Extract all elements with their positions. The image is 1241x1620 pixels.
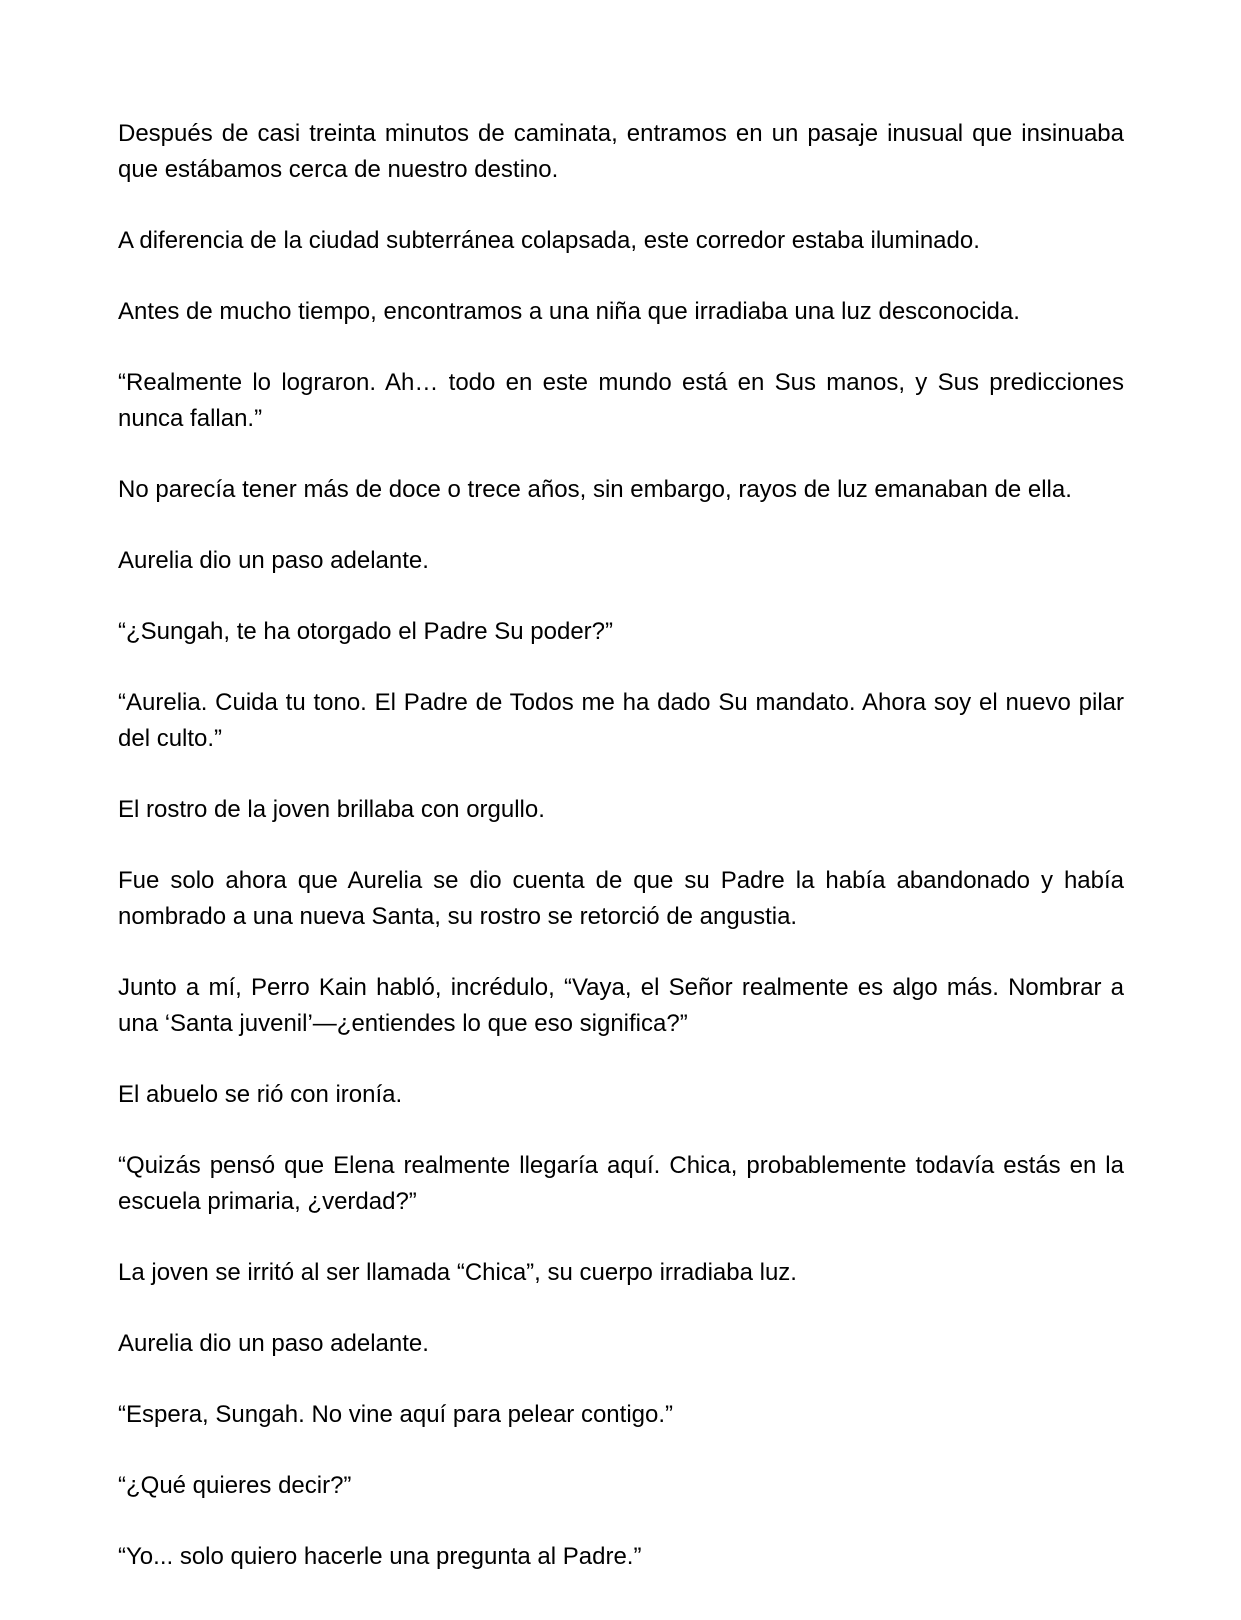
paragraph: Aurelia dio un paso adelante.	[118, 1330, 429, 1357]
paragraph: “¿Qué quieres decir?”	[118, 1472, 352, 1499]
paragraph: El abuelo se rió con ironía.	[118, 1081, 403, 1108]
paragraph: “Espera, Sungah. No vine aquí para pelear contigo.”	[118, 1401, 674, 1428]
document-body	[118, 116, 1124, 1575]
paragraph: “Realmente lo lograron. Ah… todo en este mundo está en Sus manos, y Sus predicciones nunca fallan.”	[118, 369, 1124, 432]
paragraph: “¿Sungah, te ha otorgado el Padre Su poder?”	[118, 618, 613, 645]
paragraph: La joven se irritó al ser llamada “Chica”, su cuerpo irradiaba luz.	[118, 1259, 797, 1286]
paragraph: Junto a mí, Perro Kain habló, incrédulo, “Vaya, el Señor realmente es algo más. Nombrar a una ‘Santa juvenil’—¿entiendes lo que eso significa?”	[118, 974, 1124, 1037]
paragraph: El rostro de la joven brillaba con orgullo.	[118, 796, 545, 823]
paragraph: “Quizás pensó que Elena realmente llegaría aquí. Chica, probablemente todavía estás en la escuela primaria, ¿verdad?”	[118, 1152, 1124, 1215]
paragraph: No parecía tener más de doce o trece años, sin embargo, rayos de luz emanaban de ella.	[118, 476, 1072, 503]
paragraph: Aurelia dio un paso adelante.	[118, 547, 429, 574]
paragraph: Fue solo ahora que Aurelia se dio cuenta de que su Padre la había abandonado y había nombrado a una nueva Santa, su rostro se retorció de angustia.	[118, 867, 1124, 930]
paragraph: “Yo... solo quiero hacerle una pregunta al Padre.”	[118, 1543, 642, 1570]
paragraph: Antes de mucho tiempo, encontramos a una niña que irradiaba una luz desconocida.	[118, 298, 1020, 325]
paragraph: “Aurelia. Cuida tu tono. El Padre de Todos me ha dado Su mandato. Ahora soy el nuevo pilar del culto.”	[118, 689, 1124, 752]
paragraph: Después de casi treinta minutos de caminata, entramos en un pasaje inusual que insinuaba que estábamos cerca de nuestro destino.	[118, 120, 1124, 183]
paragraph: A diferencia de la ciudad subterránea colapsada, este corredor estaba iluminado.	[118, 227, 980, 254]
